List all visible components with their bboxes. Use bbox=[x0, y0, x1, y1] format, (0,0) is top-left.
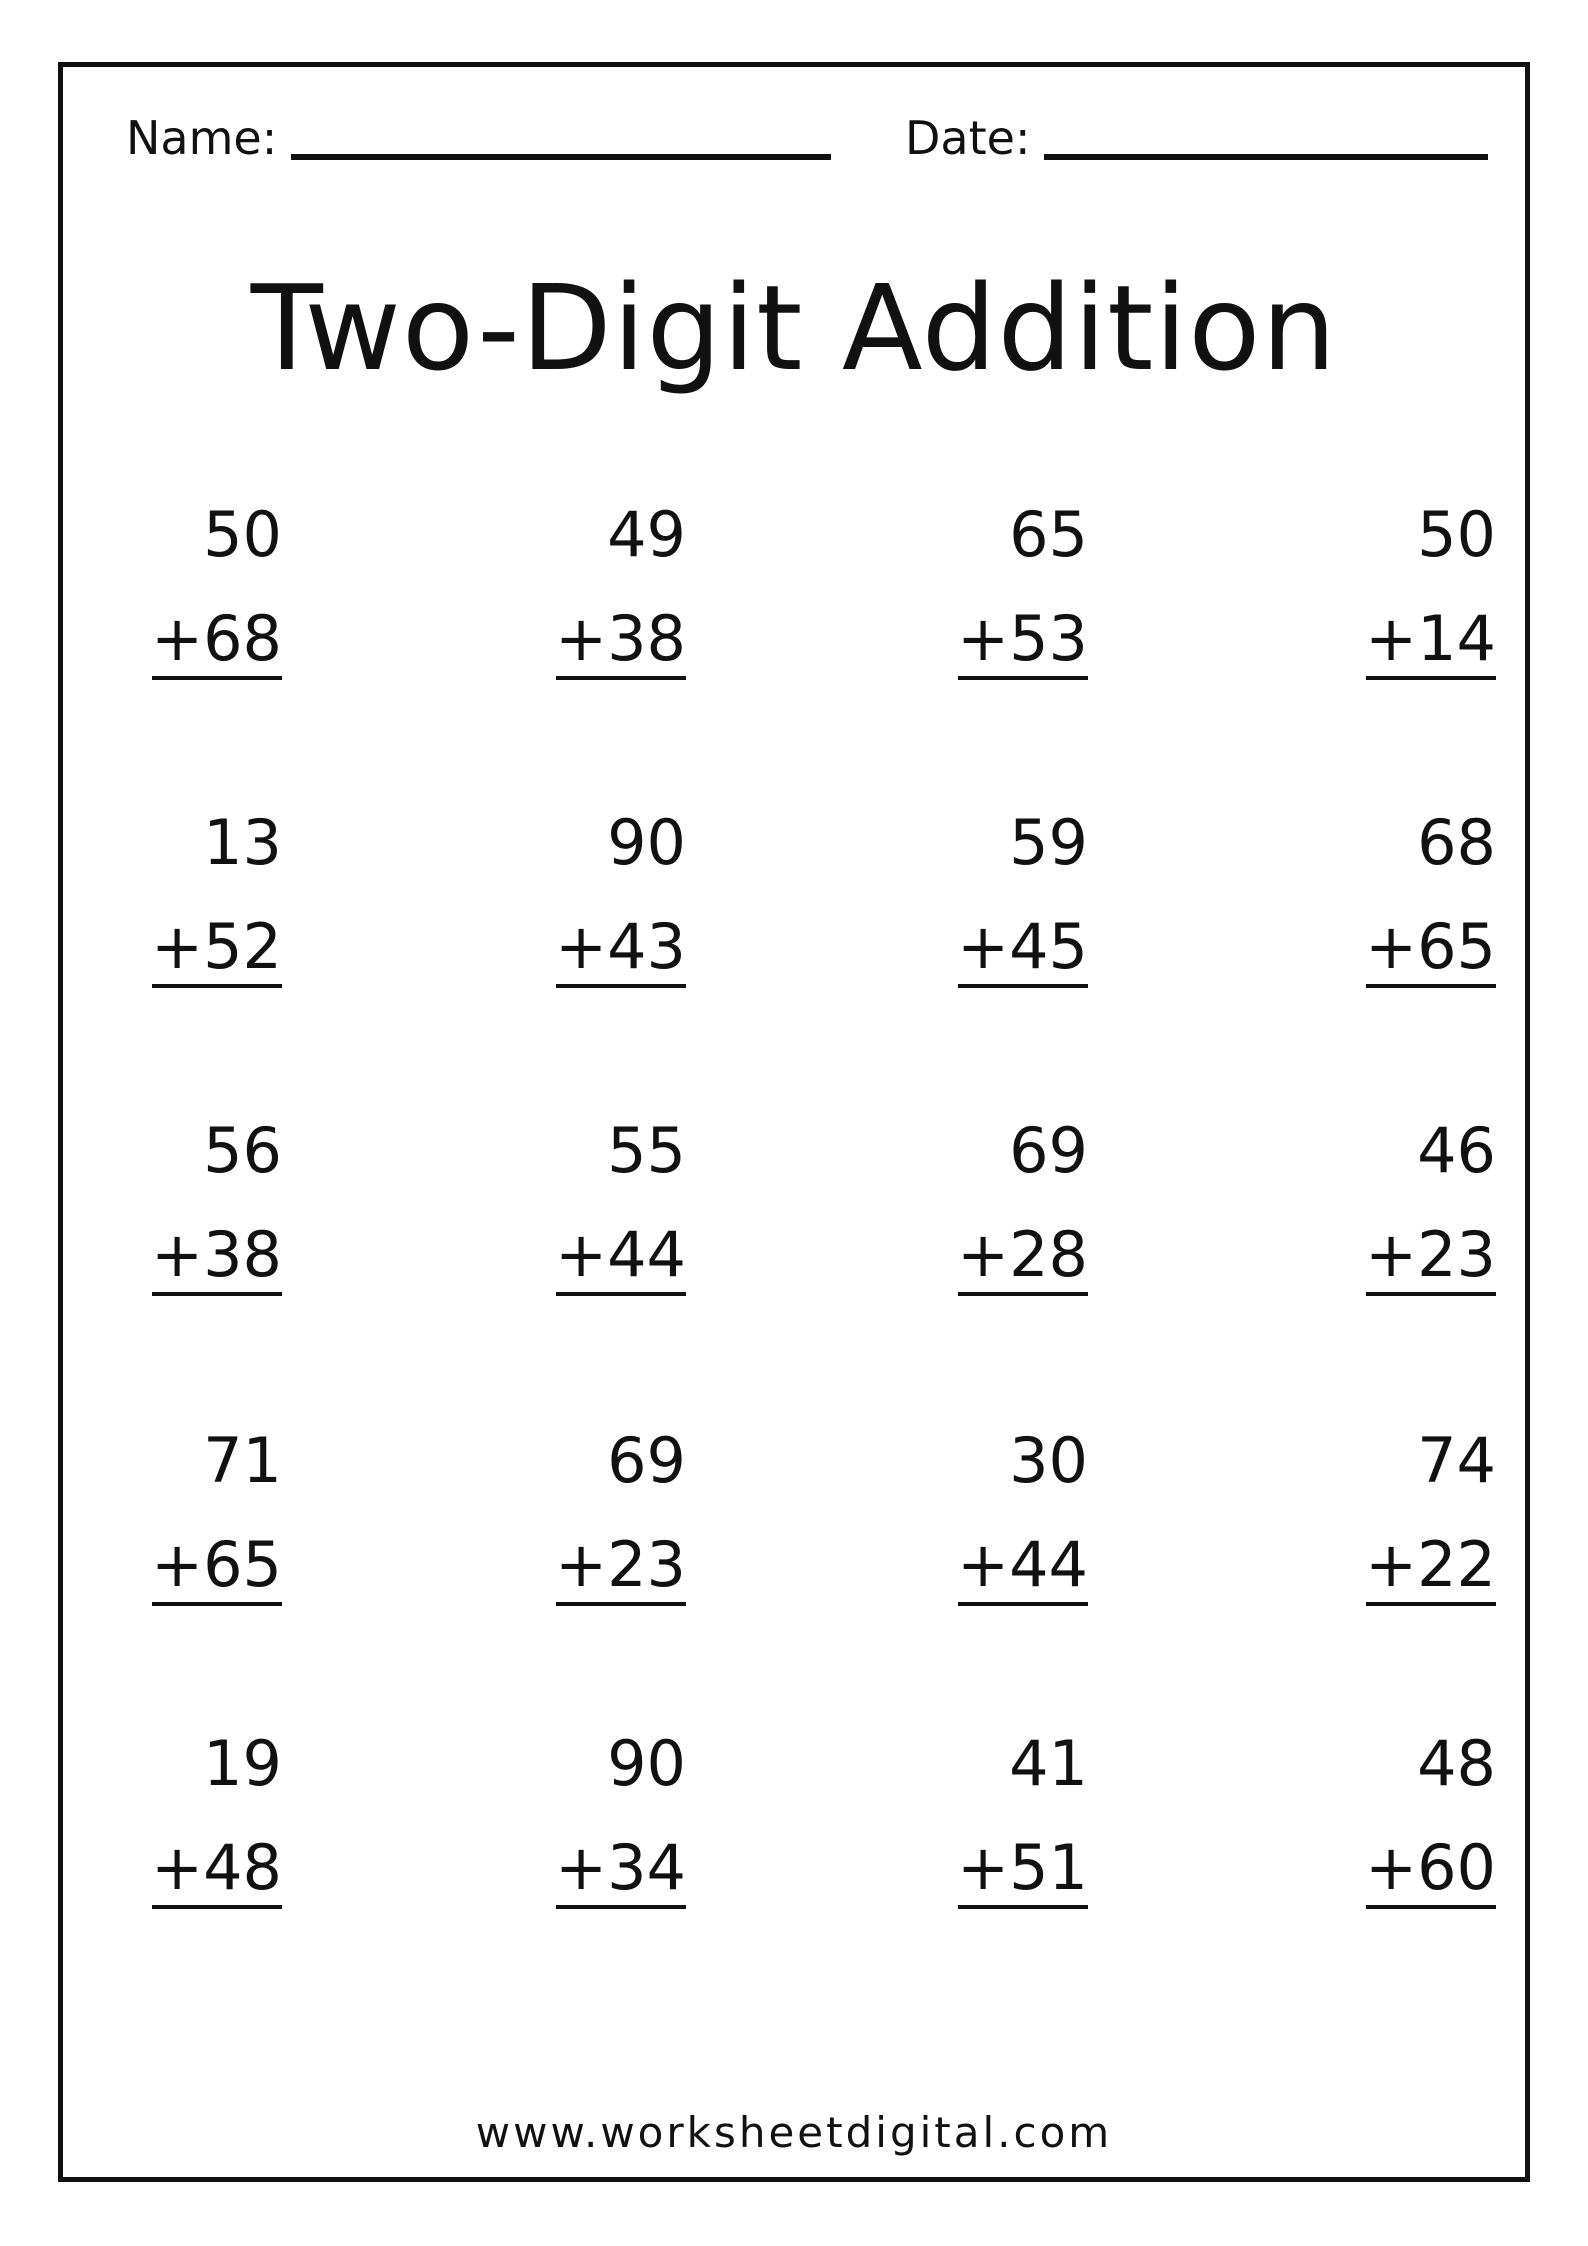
worksheet-title: Two-Digit Addition bbox=[250, 259, 1338, 397]
answer-line[interactable] bbox=[556, 1602, 686, 1606]
bottom-addend: +60 bbox=[1365, 1831, 1496, 1904]
addition-problem bbox=[1366, 1116, 1496, 1306]
bottom-addend: +22 bbox=[1365, 1528, 1496, 1601]
top-addend: 56 bbox=[203, 1114, 282, 1187]
answer-line[interactable] bbox=[556, 1292, 686, 1296]
top-addend: 41 bbox=[1009, 1727, 1088, 1800]
top-addend: 69 bbox=[607, 1424, 686, 1497]
top-addend: 49 bbox=[607, 498, 686, 571]
addition-problem bbox=[152, 1116, 282, 1306]
answer-line[interactable] bbox=[556, 1905, 686, 1909]
addition-problem bbox=[556, 808, 686, 998]
addition-problem bbox=[958, 500, 1088, 690]
bottom-addend: +45 bbox=[957, 910, 1088, 983]
answer-line[interactable] bbox=[1366, 984, 1496, 988]
addition-problem bbox=[556, 1729, 686, 1919]
bottom-addend: +44 bbox=[555, 1218, 686, 1291]
addition-problem bbox=[556, 1426, 686, 1616]
top-addend: 50 bbox=[203, 498, 282, 571]
addition-problem bbox=[152, 1426, 282, 1616]
footer-url: www.worksheetdigital.com bbox=[475, 2108, 1113, 2157]
answer-line[interactable] bbox=[1366, 1602, 1496, 1606]
top-addend: 65 bbox=[1009, 498, 1088, 571]
bottom-addend: +38 bbox=[151, 1218, 282, 1291]
addition-problem bbox=[958, 1116, 1088, 1306]
top-addend: 69 bbox=[1009, 1114, 1088, 1187]
top-addend: 74 bbox=[1417, 1424, 1496, 1497]
top-addend: 19 bbox=[203, 1727, 282, 1800]
addition-problem bbox=[152, 500, 282, 690]
bottom-addend: +48 bbox=[151, 1831, 282, 1904]
addition-problem bbox=[556, 1116, 686, 1306]
answer-line[interactable] bbox=[958, 984, 1088, 988]
date-label: Date: bbox=[905, 111, 1031, 165]
answer-line[interactable] bbox=[152, 676, 282, 680]
top-addend: 13 bbox=[203, 806, 282, 879]
top-addend: 90 bbox=[607, 806, 686, 879]
bottom-addend: +65 bbox=[151, 1528, 282, 1601]
answer-line[interactable] bbox=[1366, 1905, 1496, 1909]
addition-problem bbox=[1366, 500, 1496, 690]
addition-problem bbox=[1366, 808, 1496, 998]
top-addend: 30 bbox=[1009, 1424, 1088, 1497]
bottom-addend: +23 bbox=[555, 1528, 686, 1601]
top-addend: 90 bbox=[607, 1727, 686, 1800]
answer-line[interactable] bbox=[958, 676, 1088, 680]
bottom-addend: +23 bbox=[1365, 1218, 1496, 1291]
bottom-addend: +51 bbox=[957, 1831, 1088, 1904]
answer-line[interactable] bbox=[152, 984, 282, 988]
addition-problem bbox=[958, 1426, 1088, 1616]
addition-problem bbox=[958, 1729, 1088, 1919]
answer-line[interactable] bbox=[152, 1905, 282, 1909]
bottom-addend: +44 bbox=[957, 1528, 1088, 1601]
top-addend: 55 bbox=[607, 1114, 686, 1187]
addition-problem bbox=[152, 1729, 282, 1919]
bottom-addend: +52 bbox=[151, 910, 282, 983]
top-addend: 50 bbox=[1417, 498, 1496, 571]
top-addend: 71 bbox=[203, 1424, 282, 1497]
answer-line[interactable] bbox=[958, 1905, 1088, 1909]
answer-line[interactable] bbox=[1366, 676, 1496, 680]
answer-line[interactable] bbox=[556, 676, 686, 680]
name-label: Name: bbox=[126, 111, 278, 165]
bottom-addend: +43 bbox=[555, 910, 686, 983]
top-addend: 46 bbox=[1417, 1114, 1496, 1187]
bottom-addend: +14 bbox=[1365, 602, 1496, 675]
addition-problem bbox=[1366, 1729, 1496, 1919]
bottom-addend: +65 bbox=[1365, 910, 1496, 983]
addition-problem bbox=[556, 500, 686, 690]
answer-line[interactable] bbox=[152, 1292, 282, 1296]
bottom-addend: +53 bbox=[957, 602, 1088, 675]
bottom-addend: +34 bbox=[555, 1831, 686, 1904]
answer-line[interactable] bbox=[152, 1602, 282, 1606]
bottom-addend: +38 bbox=[555, 602, 686, 675]
answer-line[interactable] bbox=[1366, 1292, 1496, 1296]
addition-problem bbox=[958, 808, 1088, 998]
addition-problem bbox=[1366, 1426, 1496, 1616]
answer-line[interactable] bbox=[556, 984, 686, 988]
answer-line[interactable] bbox=[958, 1602, 1088, 1606]
top-addend: 59 bbox=[1009, 806, 1088, 879]
answer-line[interactable] bbox=[958, 1292, 1088, 1296]
top-addend: 68 bbox=[1417, 806, 1496, 879]
bottom-addend: +68 bbox=[151, 602, 282, 675]
addition-problem bbox=[152, 808, 282, 998]
top-addend: 48 bbox=[1417, 1727, 1496, 1800]
bottom-addend: +28 bbox=[957, 1218, 1088, 1291]
